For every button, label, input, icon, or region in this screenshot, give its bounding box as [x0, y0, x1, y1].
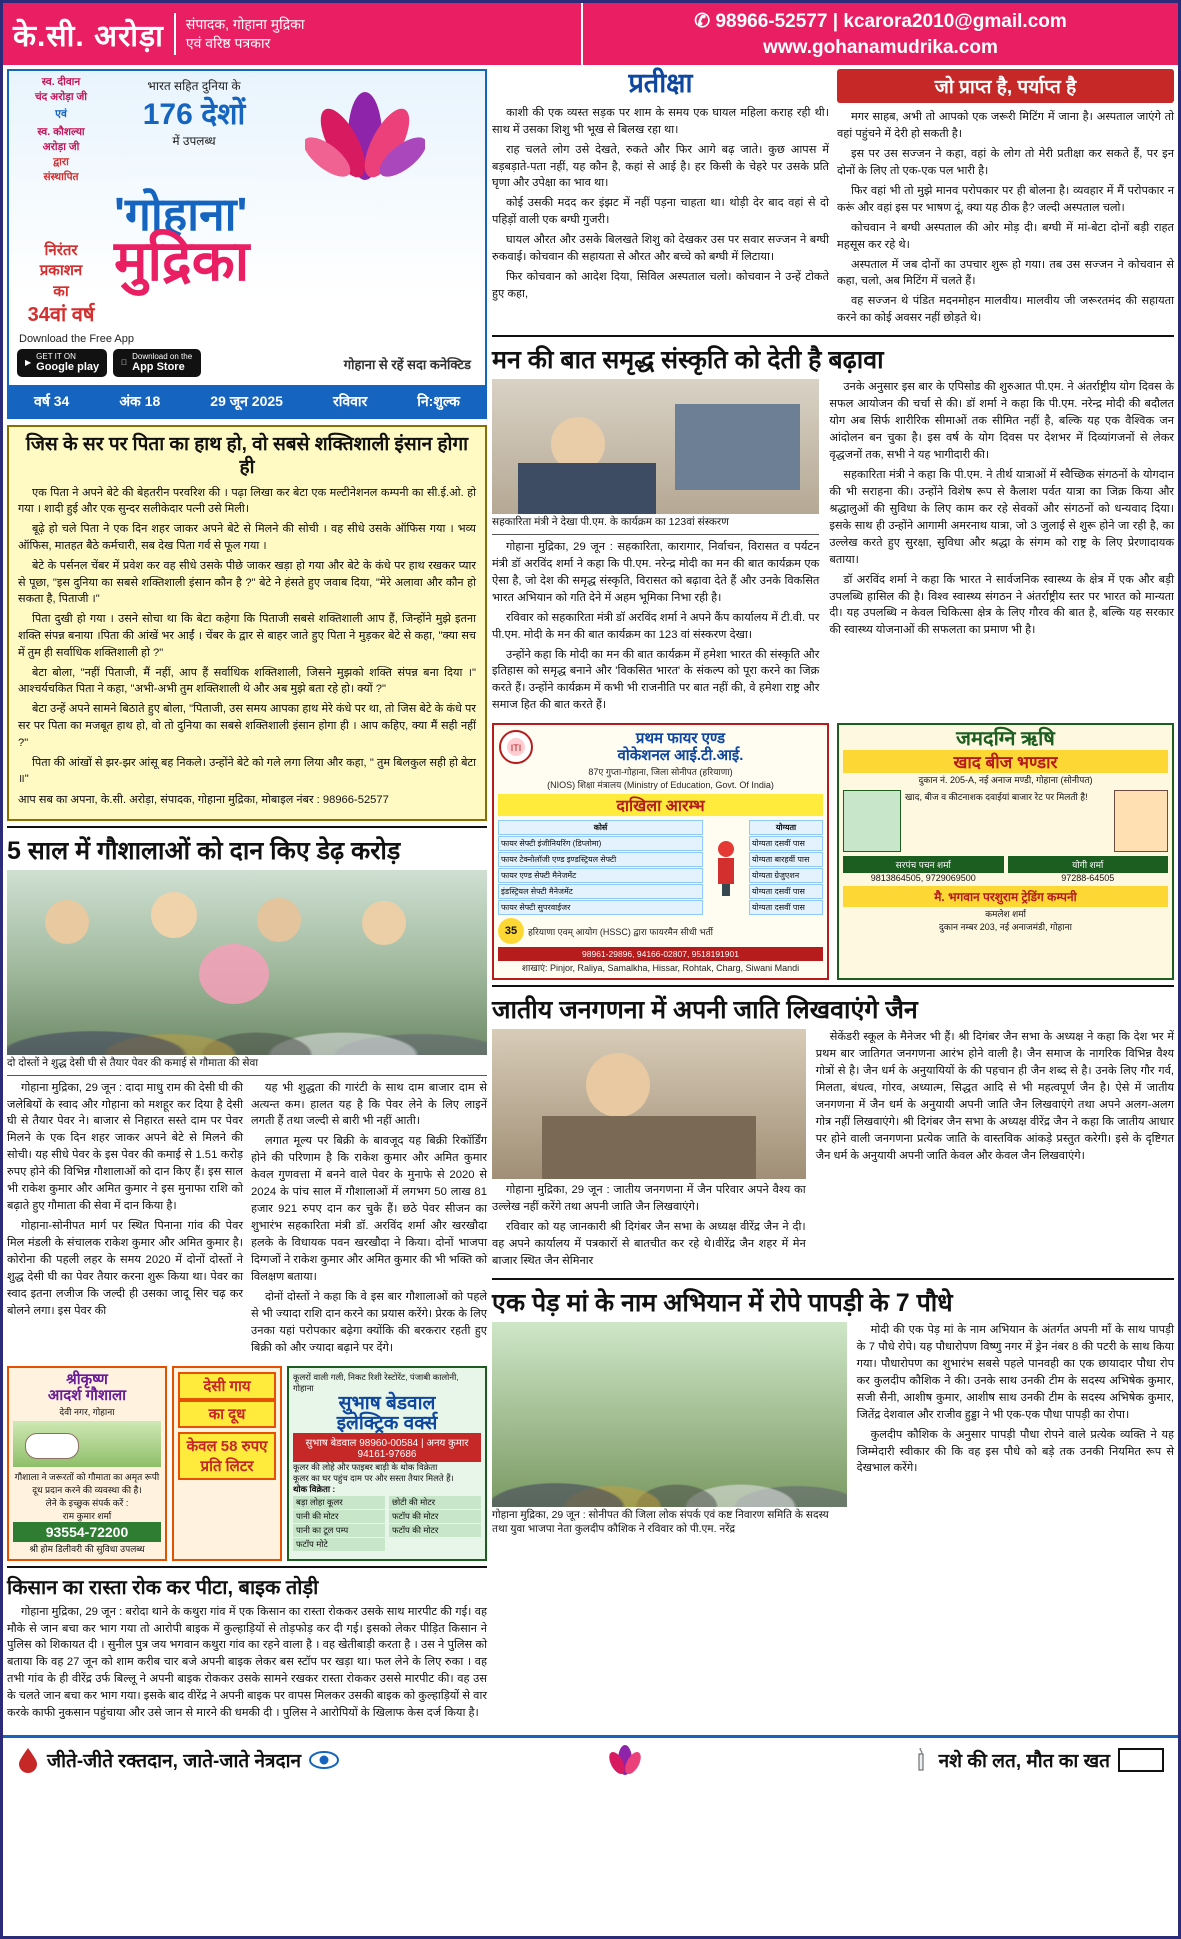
footer-left: [17, 1747, 339, 1773]
tree-para: कुलदीप कौशिक के अनुसार पापड़ी पौधा रोपने वाले प्रत्येक व्यक्ति ने यह जिम्मेदारी स्वीकार की कि वह इस पौधे को बड़े तक उनकी नियमित रूप से देखभाल करेंगे।: [856, 1428, 1174, 1475]
gaushala-para: यह भी शुद्धता की गारंटी के साथ दाम बाजार दाम से अत्यन्त कम। हालत यह है कि पेवर लेने के लिए लाइनें लगती हैं तथा जल्दी से बारी भी नहीं आती।: [251, 1081, 487, 1128]
masthead-contact-block: [583, 3, 1178, 65]
ad-iti-course: फायर सेफ्टी इंजीनियरिंग (डिप्लोमा): [498, 836, 703, 851]
app-store-badges: [17, 349, 201, 377]
ad-khad-address: दुकान नं. 205-A, नई अनाज मण्डी, गोहाना (सोनीपत): [918, 775, 1093, 786]
ad-iti-qual-head: योग्यता: [749, 820, 823, 835]
paper-title-line2: मुद्रिका: [114, 229, 250, 292]
blood-drop-icon: [17, 1747, 39, 1773]
ad-gaushala-desc: गौशाला ने जरूरतों को गौमाता का अमृत रूपी दूध प्रदान करने की व्यवस्था की है।: [14, 1471, 160, 1495]
editorial-para: बूढ़े हो चले पिता ने एक दिन शहर जाकर अपने बेटे से मिलने की सोची । वह सीधे उसके ऑफिस गया । भव्य ऑफिस, मातहत बैठे कर्मचारी, सब देख पिता गर्व से फूल गया ।: [18, 523, 476, 552]
ad-milk-line1: देसी गाय: [178, 1372, 276, 1400]
masthead-divider: [174, 13, 176, 55]
masthead-editor-block: [3, 3, 583, 65]
founder-line1: स्व. दीवान: [41, 76, 81, 88]
founders-note: [13, 75, 109, 186]
pratiksha-col1: [492, 105, 829, 303]
play-small: GET IT ON: [36, 352, 76, 362]
ad-khad-bottom-firm: मै. भगवान परशुराम ट्रेडिंग कम्पनी: [843, 886, 1168, 907]
pratiksha-block: [492, 69, 1174, 330]
ad-electric-works[interactable]: [287, 1366, 487, 1561]
ad-gaushala-milk[interactable]: [7, 1366, 167, 1561]
masthead-phone[interactable]: 98966-52577: [715, 10, 828, 32]
editorial-para: बेटे के पर्सनल चेंबर में प्रवेश कर वह सीधे उसके पीछे जाकर खड़ा हो गया और बेटे के कंधे पर हाथ रखकर प्यार से पूछा, "इस दुनिया का सबसे शक्तिशाली इंसान कौन है ?" बेटे ने हंसते हुए जवाब दिया, "मेरे अलावा और कौन हो सकता है, पिताजी ।": [18, 559, 476, 606]
tree-headline: एक पेड़ मां के नाम अभियान में रोपे पापड़ी के 7 पौधे: [492, 1288, 953, 1317]
ad-elec-persons[interactable]: सुभाष बेडवाल 98960-00584 | अनय कुमार 94161-97686: [293, 1433, 481, 1462]
ad-gaushala-cta: लेने के इच्छुक संपर्क करें :: [45, 1497, 129, 1508]
ad-milk-line2: का दूध: [178, 1400, 276, 1428]
cow-illustration-icon: [13, 1421, 161, 1467]
gaushala-para: गोहाना मुद्रिका, 29 जून : दादा माधु राम की देसी घी की जलेबियों के स्वाद और गोहाना को मशहूर कर दिया है देसी घी से तैयार पेवर ने। बाजार से निहारत सस्ते दाम पर पेवर मिलने के एक दिन शहर जाकर अपने बेटे से मिलने की सोची। यह सीधे पेवर के इस पेवर की कमाई से 1.51 करोड़ रुपए होने की विभिन्न गौशालाओं को दान किए हैं। इस साल भी राकेश कुमार और अमित कुमार ने इस मुनाफा राशि को बढ़ाते हुए गौमाता की सेवा में दान किया है।: [7, 1081, 243, 1213]
kisan-headline: किसान का रास्ता रोक कर पीटा, बाइक तोड़ी: [7, 1576, 319, 1599]
footer-right: [911, 1747, 1164, 1773]
ad-iti-course: इंडस्ट्रियल सेफ्टी मैनेजमेंट: [498, 884, 703, 899]
google-play-badge[interactable]: [17, 349, 107, 377]
mkb-para: उन्होंने कहा कि मोदी का मन की बात कार्यक्रम में हमेशा भारत की संस्कृति और इतिहास को समृद्ध बनाने और 'विकसित भारत' के संकल्प को पूरा करने का जिक्र करते हैं। उन्होंने कार्यक्रम में कभी भी राजनीति पर बात नहीं की, वे हमेशा राष्ट्र और समाज हित की बात करते हैं।: [492, 648, 820, 712]
editorial-signature: आप सब का अपना, के.सी. अरोड़ा, संपादक, गोहाना मुद्रिका, मोबाइल नंबर : 98966-52577: [18, 794, 389, 807]
jain-col2: [816, 1029, 1174, 1165]
eye-icon: [309, 1751, 339, 1769]
tree-para: मोदी की एक पेड़ मां के नाम अभियान के अंतर्गत अपनी माँ के साथ पापड़ी के 7 पौधे रोपे। यह पौधारोपण विष्णु नगर में ड्रेन नंबर 8 की पटरी के साथ किया गया। पौधारोपण का शुभारंभ सबसे पहले पानवही का एक छायादार पौधा रोप कर कुलदीप कौशिक ने की। उनके साथ उनकी टीम के सदस्य अभिषेक कुमार, सजी सैनी, आशीष कुमार, आशीष साथ उनकी टीम के सदस्य अभिषेक कुमार, जितेंद्र देशवाल और राजीव हुड्डा ने भी एक-एक पौधा पापड़ी का रोपा।: [856, 1323, 1174, 1421]
pratiksha-para: मगर साहब, अभी तो आपको एक जरूरी मिटिंग में जाना है। अस्पताल जाएंगे तो वहां पहुंचने में देरी हो सकती है।: [837, 111, 1174, 140]
paper-tagline: गोहाना से रहें सदा कनेक्टिड: [343, 357, 471, 372]
mannkibaat-caption: सहकारिता मंत्री ने देखा पी.एम. के कार्यक्रम का 123वां संस्करण: [492, 516, 729, 529]
pratiksha-para: अस्पताल में जब दोनों का उपचार शुरू हो गया। तब उस सज्जन ने कोचवान से कहा, चलो, अब मिटिंग में चलते हैं।: [837, 258, 1174, 288]
phone-icon: ✆: [694, 10, 711, 32]
editorial-para: पिता की आंखों से झर-झर आंसू बह निकले। उन्होंने बेटे को गले लगा लिया और कहा, " तुम बिलकुल सही हो बेटा ॥": [18, 756, 476, 786]
fireman-icon: [708, 838, 744, 898]
jain-para: रविवार को यह जानकारी श्री दिगंबर जैन सभा के अध्यक्ष वीरेंद्र जैन ने दी। वह अपने कार्यालय में पत्रकारों से बातचीत कर रहे थे।वीरेंद्र जैन शहर में मेन बाजार स्थित जैन सेमिनार: [492, 1221, 806, 1268]
editor-name: के.सी. अरोड़ा: [13, 19, 164, 53]
footer-box-icon: [1118, 1748, 1164, 1772]
mannkibaat-photo: [492, 379, 819, 514]
editorial-para: पिता दुखी हो गया । उसने सोचा था कि बेटा कहेगा कि पिताजी सबसे शक्तिशाली आप हैं, जिन्होंने मुझे इतना शक्ति संपन्न बनाया ।पिता की आंखें भर आईं । चेंबर के द्वार से बाहर जाते हुए पिता ने मुड़कर बेटे से कहा, "क्या सच में तुम ही सर्वाधिक शक्तिशाली हो ?": [18, 613, 476, 659]
cigarette-icon: [911, 1748, 931, 1772]
pratiksha-title: प्रतीक्षा: [628, 68, 693, 98]
issue-number: अंक 18: [119, 392, 161, 409]
ad-elec-tagline: कूलर की लोहे और फाइबर बाड़ी के थोक विक्रेता: [293, 1462, 438, 1473]
ad-elec-topline: कूलरों वाली गली, निकट रिशी रेस्टोरेंट, पंजाबी कालोनी, गोहाना: [293, 1371, 459, 1393]
pratiksha-para: कोचवान ने बग्घी अस्पताल की ओर मोड़ दी। बग्घी में मां-बेटा दोनों बड़ी राहत महसूस कर रहे थे।: [837, 221, 1174, 251]
editor-role: [186, 15, 305, 53]
app-store-badge[interactable]: [113, 349, 201, 377]
mannkibaat-col1: [492, 539, 819, 714]
jain-headline: जातीय जनगणना में अपनी जाति लिखवाएंगे जैन: [492, 996, 918, 1025]
ad-elec-title1: सुभाष बेडवाल: [338, 1392, 436, 1414]
gohana-mudrika-logo: [608, 1744, 642, 1776]
ad-iti-contact[interactable]: 98961-29896, 94166-02807, 9518191901: [498, 947, 823, 961]
pratiksha-para: घायल औरत और उसके बिलखते शिशु को देखकर उस पर सवार सज्जन ने बग्घी रुकवाई। कोचवान की सहायता से औरत और बच्चे को बग्घी में लिटाया।: [492, 234, 829, 264]
gaushala-headline: 5 साल में गौशालाओं को दान किए डेढ़ करोड़: [7, 836, 401, 865]
kisan-para: गोहाना मुद्रिका, 29 जून : बरोदा थाने के कथुरा गांव में एक किसान का रास्ता रोककर उसके साथ मारपीट की गई। वह मौके से जान बचा कर भाग गया तो आरोपी बाइक में कुल्हाड़ियों से तोड़फोड़ कर दी गई। इसको लेकर पीड़ित किसान ने पुलिस को शिकायत दी । सुनील पुत्र जय भगवान कथुरा गांव का रहने वाला है । वह खेतीबाड़ी करता है । उस ने पुलिस को बताया कि वह 27 जून को शाम करीब चार बजे अपनी बाइक लेकर बस स्टॉप पर खड़ा था। फल लेने के लिए रुका । वह तभी गांव के ही वीरेंद्र उर्फ बिल्लू ने अपनी बाइक रोककर उसके सामने रखकर रास्ता रोककर उससे मारपीट की। वह उस के चलते जान बचा कर भाग गया। इसके बाद वीरेंद्र ने अपनी बाइक पर वापस मिलकर उसकी बाइक को कुल्हाड़ियों से वार करके काफी नुकसान पहुंचाया और उसे जान से मारने की धमकी दी । पुलिस ने आरोपियों के खिलाफ केस दर्ज किया है।: [7, 1605, 487, 1720]
ad-iti-title1: प्रथम फायर एण्ड: [635, 730, 726, 748]
pratiksha-para: राह चलते लोग उसे देखते, रुकते और फिर आगे बढ़ जाते। कुछ आपस में बड़बड़ाते-पता नहीं, यह कौन है, कहां से आई है। हर किसी के चेहरे पर उसके प्रति घृणा और उपेक्षा का भाव था।: [492, 143, 829, 190]
ad-elec-item: फटॉप की मोटर: [389, 1510, 481, 1523]
ad-elec-person2: अनय कुमार: [426, 1438, 469, 1450]
ad-iti-address: 87ए गुप्ता-गोहाना, जिला सोनीपत (हरियाणा): [588, 767, 733, 778]
ad-khad-title1: जमदग्नि ऋषि: [956, 728, 1055, 751]
ad-elec-item: फटॉप की मोटर: [389, 1524, 481, 1537]
ad-gaushala-addr: देवी नगर, गोहाना: [59, 1406, 115, 1417]
years-line1: निरंतर: [44, 242, 78, 259]
issue-day: रविवार: [332, 392, 368, 409]
ad-desi-milk[interactable]: [172, 1366, 282, 1561]
founder-line3: स्व. कौशल्या: [37, 125, 85, 138]
ad-iti-branches: शाखाएं: Pinjor, Raliya, Samalkha, Hissar, Rohtak, Charg, Siwani Mandi: [521, 963, 800, 974]
paper-title: [114, 188, 484, 292]
ad-khad-phone1[interactable]: 9813864505, 9729069500: [870, 873, 976, 884]
gaushala-caption: दो दोस्तों ने शुद्ध देसी घी से तैयार पेवर की कमाई से गौमाता की सेवा: [7, 1056, 259, 1069]
mannkibaat-col2: [829, 379, 1174, 639]
kisan-body: [7, 1604, 487, 1723]
tree-caption: गोहाना मुद्रिका, 29 जून : सोनीपत की जिला लोक संपर्क एवं कष्ट निवारण समिति के सदस्य तथा युवा भाजपा नेता कुलदीप कौशिक ने रविवार को पी.एम. नरेंद्र: [492, 1508, 829, 1535]
pratiksha-para: वह सज्जन थे पंडित मदनमोहन मालवीय। मालवीय जी जरूरतमंद की सहायता करने का कोई अवसर नहीं छोड़ते थे।: [837, 295, 1174, 325]
ad-khad-person1: सरपंच पचन शर्मा: [843, 856, 1004, 873]
editorial-box: [7, 425, 487, 821]
masthead-website[interactable]: www.gohanamudrika.com: [763, 36, 998, 58]
jain-para: सेकेंडरी स्कूल के मैनेजर भी हैं। श्री दिगंबर जैन सभा के अध्यक्ष ने कहा कि देश भर में प्रथम बार जातिगत जनगणना आरंभ होने वाली है। जैन समाज के नागरिक विभिन्न वैश्य गोत्रों से है। जैन धर्म के अनुयायियों के की पहचान ही जैन शब्द से है। उनके लिए गौर गर्व, मिलता, बंधत्व, गोरव, अध्यात्म, सिद्धत आदि से भी महत्वपूर्ण जैन है। ऐसे में जातीय जनगणना में जैन धर्म के अनुयायी अपनी जाति जैन लिखवाएंगे तथा अपने अलग-अलग गोत्र नहीं लिखवाएंगे। श्री दिगंबर जैन सभा के अध्यक्ष वीरेंद्र जैन ने कहा कि जातीय आधार पर होने वाली जनगणना प्रत्येक जाति के वास्तविक आंकड़े प्रस्तुत करेगी। इसे के दृष्टिगत जैन धर्म के अनुयायी अपनी जाति केवल और केवल जैन लिखवाएंगे।: [815, 1031, 1174, 1162]
masthead: [3, 3, 1178, 65]
years-line2: प्रकाशन: [39, 262, 83, 280]
editorial-para: बेटा उन्हें अपने सामने बिठाते हुए बोला, "पिताजी, उस समय आपका हाथ मेरे कंधे पर था, तो जिस बेटे के कंधे पर सर पर पिता का मजबूत हाथ हो, वो तो दुनिया का सबसे शक्तिशाली इंसान होगा ही । आप कहिए, क्या मैं सही नहीं ?": [18, 703, 476, 749]
founder-line6: संस्थापित: [43, 171, 79, 184]
footer-bar: [3, 1735, 1178, 1782]
issue-price: नि:शुल्क: [417, 392, 460, 409]
play-big: Google play: [36, 361, 100, 374]
ad-gaushala-title1: श्रीकृष्ण: [66, 1370, 108, 1388]
countries-bottom: में उपलब्ध: [172, 133, 216, 148]
pratiksha-para: कोई उसकी मदद कर इंझट में नहीं पड़ना चाहता था। थोड़ी देर बाद वहां से दो पहिड़ों वाली एक बग्घी गुजरी।: [492, 197, 829, 227]
footer-left-text: जीते-जीते रक्तदान, जाते-जाते नेत्रदान: [47, 1751, 302, 1773]
jain-col1: [492, 1182, 806, 1270]
ad-iti-qual: योग्यता दसवीं पास: [749, 884, 823, 899]
gaushala-para: गोहाना-सोनीपत मार्ग पर स्थित पिनाना गांव की पेवर मिल मंडली के संचालक राकेश कुमार और अमित कुमार है। कोरोना की पहली लहर के समय 2020 में दोनों दोस्तों ने शुद्ध देसी घी का पेवर तैयार करना शुरू किया था। पेवर का स्वाद इतना लजीज कि जल्दी ही उसका जादू सिर चढ़ कर बोलने लगा। इस पेवर की: [7, 1220, 243, 1317]
editorial-title: जिस के सर पर पिता का हाथ हो, वो सबसे शक्तिशाली इंसान होगा ही: [25, 434, 469, 478]
tree-col: [857, 1322, 1174, 1477]
masthead-email[interactable]: kcarora2010@gmail.com: [843, 10, 1067, 32]
ad-khad-title2: खाद बीज भण्डार: [843, 750, 1168, 773]
footer-right-text: नशे की लत, मौत का खत: [938, 1751, 1110, 1773]
ad-khad-items: खाद, बीज व कीटनाशक दवाईयां बाजार रेट पर मिलती है!: [905, 792, 1088, 803]
pratiksha-ribbon: जो प्राप्त है, पर्याप्त है: [837, 69, 1174, 103]
mkb-para: डॉ अरविंद शर्मा ने कहा कि भारत ने सार्वजनिक स्वास्थ्य के क्षेत्र में एक और बड़ी उपलब्धि हासिल की है। विश्व स्वास्थ्य संगठन ने अंतर्राष्ट्रीय स्तर पर भारत को मान्यता दी। यह उपलब्धि न केवल चिकित्सा क्षेत्र के लिए गौरव की बात है, बल्कि यह सरकार की स्वास्थ्य योजनाओं की सफलता का प्रमाण भी है।: [829, 573, 1175, 637]
ad-iti-badge: 35: [498, 918, 524, 944]
ad-iti-course: फायर एण्ड सेफ्टी मैनेजमेंट: [498, 868, 703, 883]
ad-iti-govt: हरियाणा एवम् आयोग (HSSC) द्वारा फायरमैन सीधी भर्ती: [528, 926, 713, 937]
gaushala-para: लगात मूल्य पर बिक्री के बावजूद यह बिक्री रिकॉर्डिंग होने की परिणाम है कि राकेश कुमार और अमित कुमार केवल गुणवत्ता में बनने वाले पेवर के मुनाफे से 2020 से 2024 के पांच साल में गौशालाओं में लगभग 50 लाख 81 हजार 921 रुपए दान कर चुके हैं। छठे पेवर सीजन का शुभारंभ सहकारिता मंत्री डॉ. अरविंद शर्मा और खरखौदा हलके के विधायक पवन खरखौदा ने किया। दोनों भाजपा दिग्गजों ने राकेश कुमार और अमित कुमार की भी भक्ति को विलक्षण बताया।: [251, 1135, 487, 1283]
gaushala-photo: [7, 870, 487, 1055]
mkb-para: गोहाना मुद्रिका, 29 जून : सहकारिता, कारागार, निर्वाचन, विरासत व पर्यटन मंत्री डॉ अरविंद शर्मा ने कहा कि पी.एम. नरेन्द्र मोदी का मन की बात कार्यक्रम एक ऐसा है, जो देश की समृद्ध संस्कृति, विरासत को बढ़ावा देते हैं और उनके विकसित भारत अभियान को गति देने में अहम भूमिका निभा रही है।: [492, 540, 820, 604]
mannkibaat-headline: मन की बात समृद्ध संस्कृति को देती है बढ़ावा: [492, 346, 884, 375]
contact-separator: |: [832, 10, 844, 32]
gaushala-para: दोनों दोस्तों ने कहा कि वे इस बार गौशालाओं को पहले से भी ज्यादा राशि दान करने का प्रयास करेंगे। प्रेरक के लिए उनका यहां परोपकार बढ़ेगा क्योंकि की बरकरार रहती हुए बिक्री को और ज्यादा बढ़ाने पर देंगे।: [251, 1290, 487, 1354]
fertilizer-bag-icon: [843, 790, 901, 852]
countries-availability: [119, 79, 269, 149]
ad-iti-qual: योग्यता दसवीं पास: [749, 900, 823, 915]
issue-info-bar: [9, 385, 485, 417]
ad-iti-qual: योग्यता दसवीं पास: [749, 836, 823, 851]
tree-photo: [492, 1322, 847, 1507]
ad-iti-ministry: (NIOS) शिक्षा मंत्रालय (Ministry of Education, Govt. Of India): [547, 780, 774, 791]
gaushala-col2: [251, 1080, 487, 1360]
editor-role-line2: एवं वरिष्ठ पत्रकार: [185, 35, 271, 51]
ad-khad-bottom-addr: दुकान नम्बर 203, नई अनाजमंडी, गोहाना: [939, 922, 1072, 933]
pratiksha-right-col: [837, 69, 1174, 330]
paper-title-line1: 'गोहाना': [114, 188, 248, 240]
ad-elec-item: पानी का टूल पम्प: [293, 1524, 385, 1537]
ad-gaushala-person: राम कुमार शर्मा: [62, 1510, 112, 1521]
left-ads-row: [7, 1366, 487, 1561]
iti-emblem-icon: [498, 729, 534, 765]
founder-line5: द्वारा: [53, 156, 69, 169]
ad-iti-qual: योग्यता ग्रेजुएशन: [749, 868, 823, 883]
download-label: Download the Free App: [19, 333, 134, 345]
play-triangle-icon: ▶: [25, 358, 32, 368]
ad-elec-item: बड़ा लोहा कूलर: [293, 1496, 385, 1509]
ad-elec-title2: इलेक्ट्रिक वर्क्स: [336, 1412, 438, 1434]
ad-fire-iti[interactable]: [492, 723, 829, 980]
editor-role-line1: संपादक, गोहाना मुद्रिका: [185, 16, 305, 33]
ad-elec-item: पानी की मोटर: [293, 1510, 385, 1523]
editorial-body: [18, 485, 476, 809]
ad-elec-note: कूलर का घर पहुंच दाम पर और सस्ता तैयार मिलते हैं।: [293, 1473, 454, 1484]
ad-elec-person1: सुभाष बेडवाल: [305, 1438, 357, 1450]
ad-elec-item: फटॉप मोटे: [293, 1538, 385, 1551]
countries-top: भारत सहित दुनिया के: [147, 79, 241, 93]
ad-khad-phone2[interactable]: 97288-64505: [1061, 873, 1115, 884]
jain-photo: [492, 1029, 806, 1179]
lotus-flower-icon: [305, 81, 425, 191]
ad-elec-phone1: 98960-00584: [359, 1438, 419, 1450]
pratiksha-left-col: [492, 69, 829, 330]
years-line3: का: [53, 282, 69, 300]
pratiksha-para: इस पर उस सज्जन ने कहा, वहां के लोग तो मेरी प्रतीक्षा कर सकते हैं, पर इन दोनों के लिए तो एक-एक पल भारी है।: [837, 147, 1174, 177]
apple-small: Download on the: [126, 352, 187, 362]
contact-line: [694, 10, 1067, 33]
pratiksha-para: काशी की एक व्यस्त सड़क पर शाम के समय एक घायल महिला कराह रही थी। साथ में उसका शिशु भी भूख से बिलख रहा था।: [492, 106, 829, 136]
ad-iti-qual: योग्यता बारहवीं पास: [749, 852, 823, 867]
founder-line2: चंद अरोड़ा जी: [35, 91, 87, 104]
pratiksha-para: फिर वहां भी तो मुझे मानव परोपकार पर ही बोलना है। व्यवहार में मैं परोपकार न करूं और वहां इस पर भाषण दूं, क्या यह ठीक है? जल्दी अस्पताल चलो।: [837, 184, 1174, 214]
gaushala-body: [7, 1080, 487, 1360]
editorial-para: बेटा बोला, "नहीं पिताजी, मैं नहीं, आप हैं सर्वाधिक शक्तिशाली, जिसने मुझको शक्ति संपन्न बना दिया ।" आश्चर्यचकित पिता ने कहा, "अभी-अभी तुम शक्तिशाली थे और अब मुझे बता रहे हो। क्यों ?": [18, 666, 476, 696]
ad-iti-admission: दाखिला आरम्भ: [498, 794, 823, 816]
founder-line4: अरोड़ा जी: [42, 140, 80, 153]
ad-gaushala-title2: आदर्श गौशाला: [47, 1387, 127, 1405]
apple-icon: [121, 358, 127, 367]
logo-block: [7, 69, 487, 419]
pratiksha-para: फिर कोचवान को आदेश दिया, सिविल अस्पताल चलो। कोचवान ने उन्हें टोकते हुए कहा,: [492, 271, 829, 301]
ad-elec-phone2: 94161-97686: [357, 1449, 417, 1461]
ad-iti-course: फायर सेफ्टी सुपरवाईजर: [498, 900, 703, 915]
ad-milk-price: केवल 58 रुपए प्रति लिटर: [178, 1432, 276, 1480]
ad-gaushala-footer: श्री होम डिलीवरी की सुविधा उपलब्ध: [29, 1543, 145, 1554]
gaushala-col1: [7, 1080, 243, 1360]
ad-khad-person2: योगी शर्मा: [1008, 856, 1169, 873]
svg-text:ITI: ITI: [510, 743, 522, 754]
ad-khad-beej[interactable]: [837, 723, 1174, 980]
footer-logo: [608, 1744, 642, 1776]
ad-khad-bottom-person: कमलेश शर्मा: [985, 909, 1026, 920]
ad-gaushala-phone[interactable]: 93554-72200: [13, 1522, 161, 1542]
founder-and: एवं: [55, 108, 67, 121]
mkb-para: सहकारिता मंत्री ने कहा कि पी.एम. ने तीर्थ यात्राओं में स्वैच्छिक संगठनों के योगदान की भी सराहना की। उन्होंने विशेष रूप से कैलाश पर्वत यात्रा का जिक्र किया और श्रद्धालुओं की सुविधा के लिए काम कर रहे सेवकों और संगठनों को धन्यवाद दिया। इसके साथ ही उन्होंने आगामी अमरनाथ यात्रा, जो 3 जुलाई से शुरू होने जा रही है, का उल्लेख करते हुए सुरक्षा, सुविधा और श्रद्धा के संगम को राष्ट्र के लिए प्रेरणादायक बताया।: [829, 468, 1174, 566]
ad-elec-item: छोटी की मोटर: [389, 1496, 481, 1509]
editorial-para: एक पिता ने अपने बेटे की बेहतरीन परवरिश की । पढ़ा लिखा कर बेटा एक मल्टीनेशनल कम्पनी का सी.ई.ओ. हो गया । शादी हुई और एक सुन्दर सलीकेदार पत्नी उसे मिली।: [18, 486, 476, 516]
ad-khad-person-photo: [1114, 790, 1168, 852]
ad-iti-title2: वोकेशनल आई.टी.आई.: [617, 747, 744, 765]
pratiksha-col2: [837, 109, 1174, 327]
ad-iti-course-head: कोर्स: [498, 820, 703, 835]
publication-years: [13, 241, 109, 329]
countries-count: 176 देशों: [142, 97, 246, 131]
jain-para: गोहाना मुद्रिका, 29 जून : जातीय जनगणना में जैन परिवार अपने वैश्य का उल्लेख नहीं करेंगे तथा अपनी जाति जैन लिखवाएंगे।: [492, 1184, 806, 1214]
years-line4: 34वां वर्ष: [27, 303, 95, 326]
issue-date: 29 जून 2025: [210, 392, 283, 409]
issue-year: वर्ष 34: [34, 392, 70, 409]
ad-elec-quality-head: थोक विक्रेता :: [293, 1484, 336, 1495]
mkb-para: रविवार को सहकारिता मंत्री डॉ अरविंद शर्मा ने अपने कैंप कार्यालय में टी.वी. पर पी.एम. मोदी के मन की बात कार्यक्रम का 123 वां संस्करण देखा।: [492, 611, 820, 641]
apple-big: App Store: [126, 361, 179, 374]
mkb-para: उनके अनुसार इस बार के एपिसोड की शुरुआत पी.एम. ने अंतर्राष्ट्रीय योग दिवस के सफल आयोजन की चर्चा से की। डॉ शर्मा ने कहा कि पी.एम. नरेन्द्र मोदी की बदौलत योग अब सिर्फ शारीरिक सीमाओं तक सीमित नहीं है, बल्कि यह एक वैश्विक जन आंदोलन बन चुका है। इस वर्ष के योग दिवस पर देशभर में दिव्यांगजनों से लेकर वृद्धजनों तक, सभी ने यह भागीदारी की।: [829, 381, 1174, 461]
ad-iti-course: फायर टेक्नोलॉजी एण्ड इण्डस्ट्रियल सेफ्टी: [498, 852, 703, 867]
